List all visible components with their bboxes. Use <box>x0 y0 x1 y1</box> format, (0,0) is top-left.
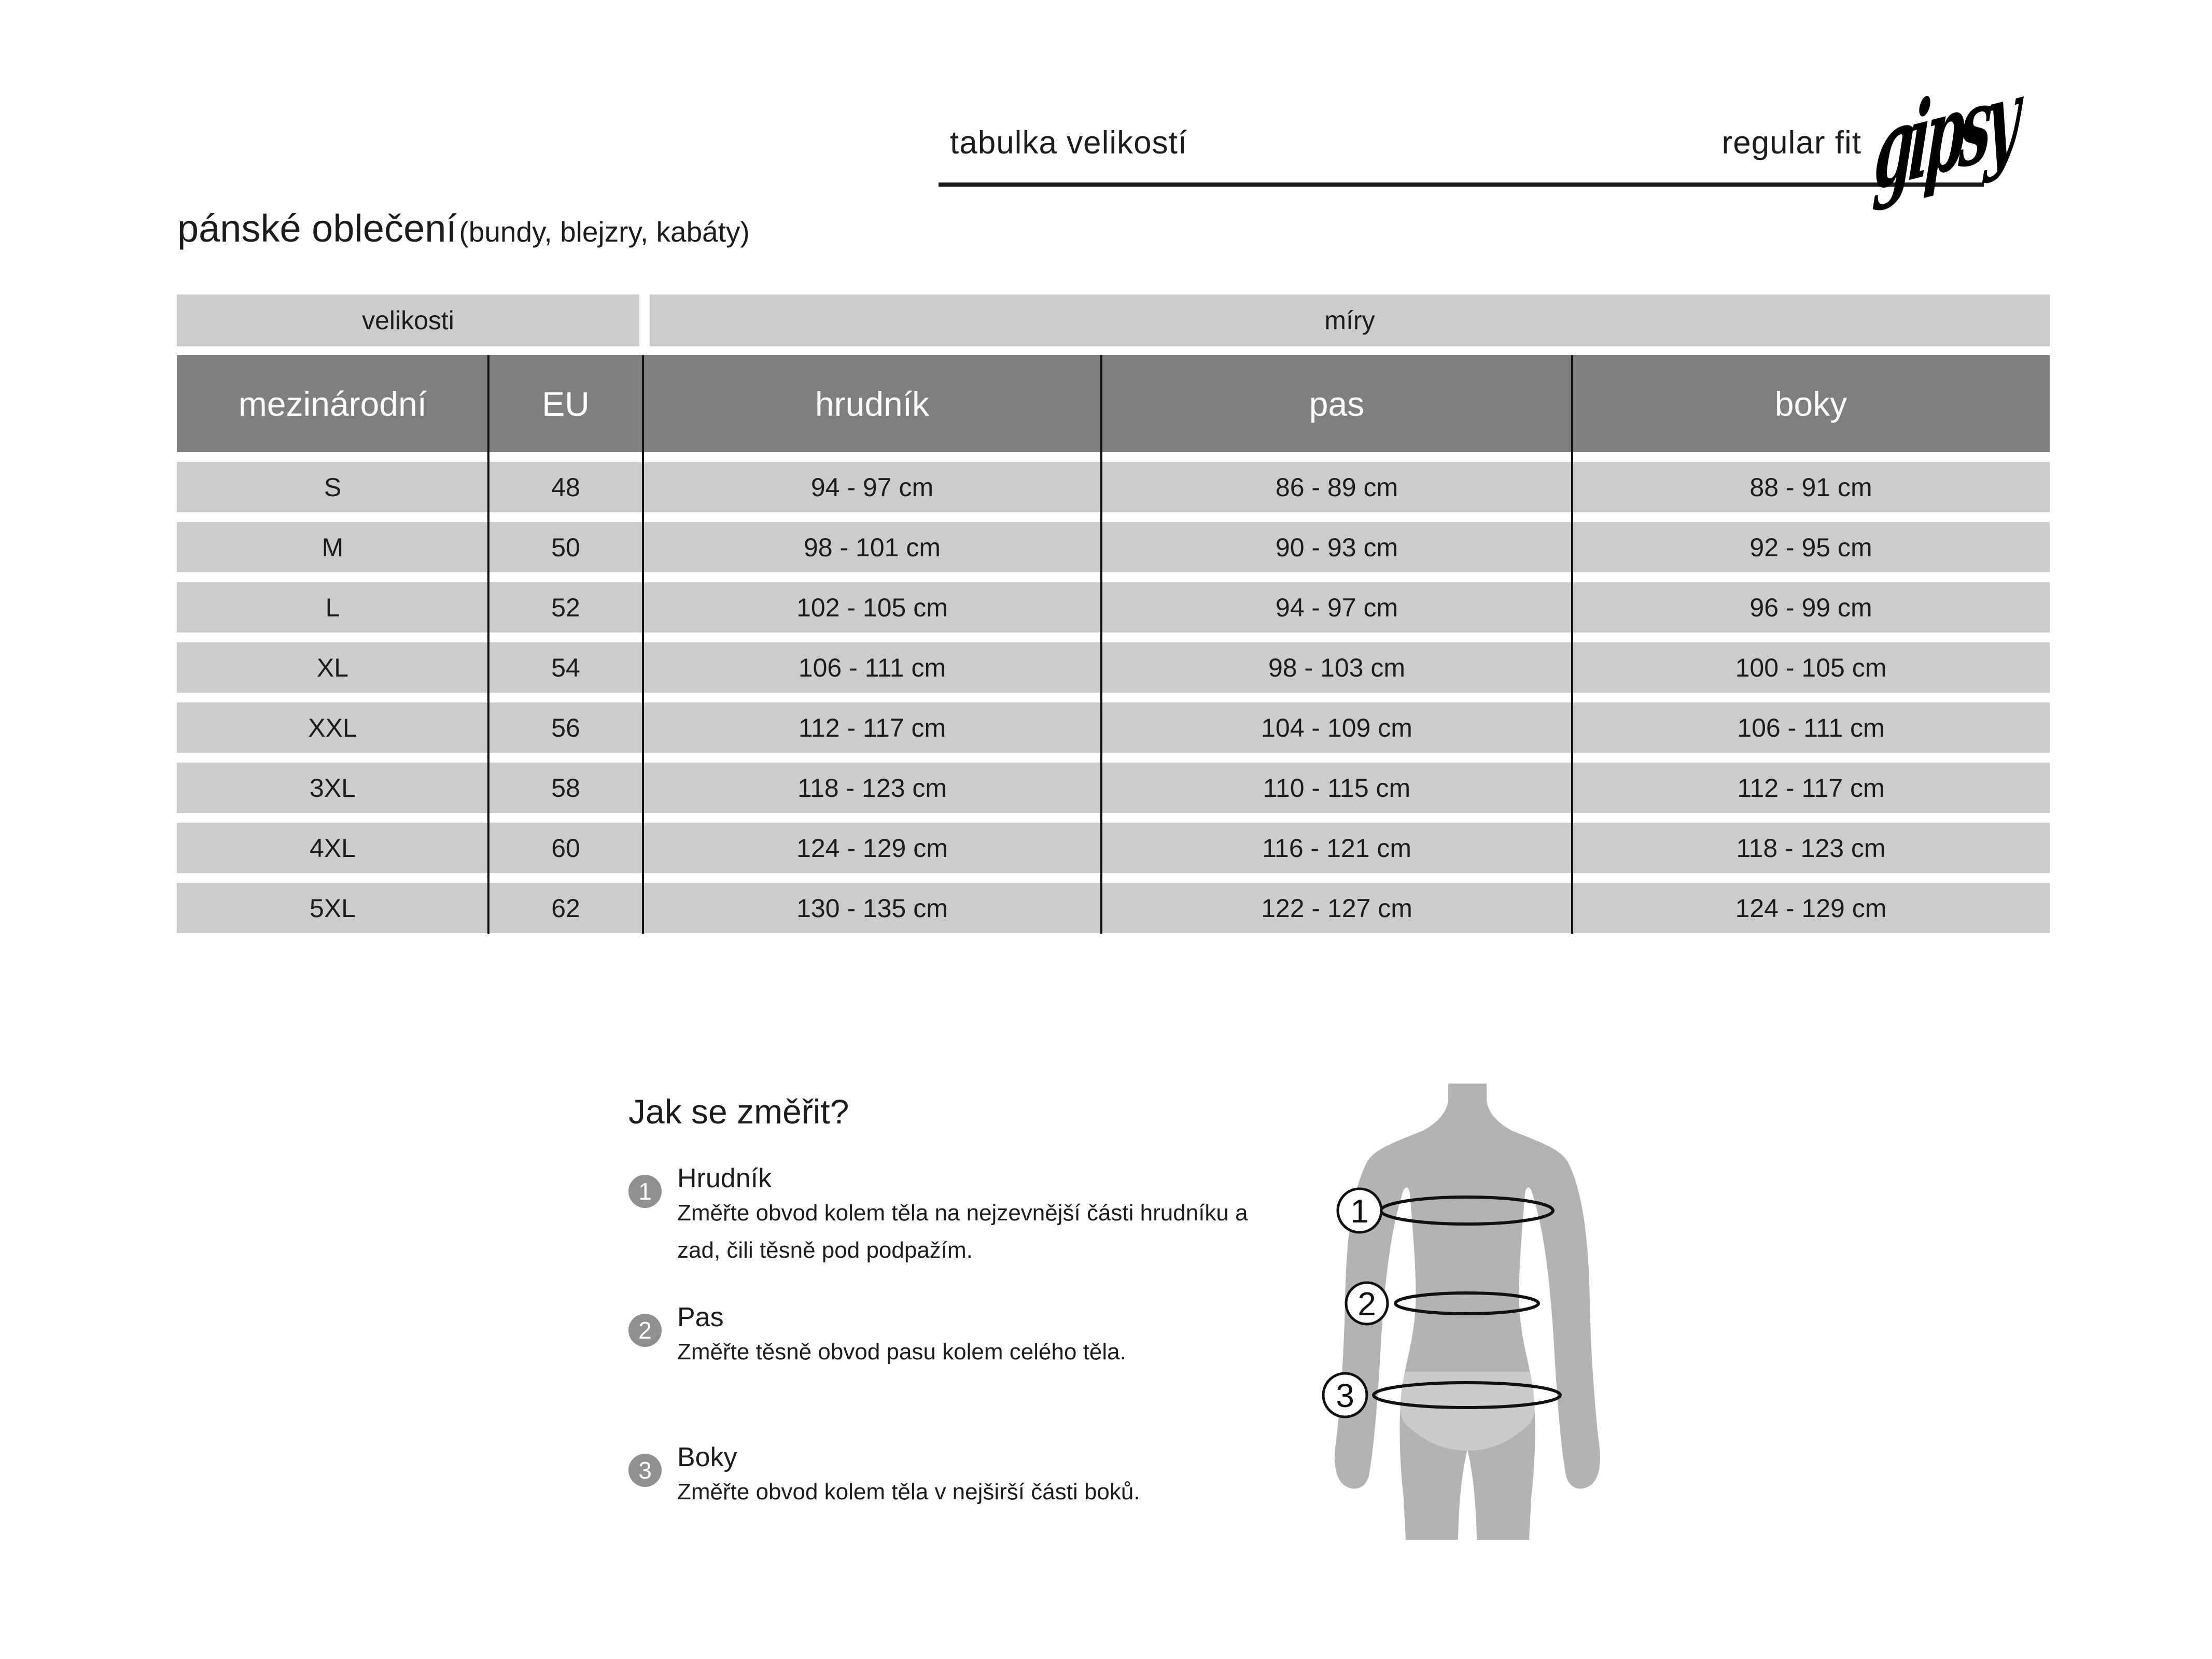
table-cell: 88 - 91 cm <box>1749 472 1872 502</box>
table-row <box>177 642 2050 693</box>
step-title: Hrudník <box>677 1163 772 1193</box>
header-divider <box>939 182 1984 187</box>
table-cell: 5XL <box>310 893 356 923</box>
column-header-hrudnik: hrudník <box>815 384 930 423</box>
page-title: tabulka velikostí <box>950 125 1188 161</box>
column-divider-line <box>487 355 489 934</box>
table-cell: 94 - 97 cm <box>810 472 934 502</box>
step-number-badge: 1 <box>628 1175 662 1208</box>
table-cell: 118 - 123 cm <box>797 773 947 803</box>
measure-step-waist <box>628 1302 1126 1371</box>
table-row <box>177 462 2050 512</box>
brand-logo-text: gipsy <box>1871 54 2018 215</box>
section-title-sub: (bundy, blejzry, kabáty) <box>459 216 750 248</box>
figure-marker-3 <box>1323 1373 1367 1417</box>
table-cell: 122 - 127 cm <box>1261 893 1412 923</box>
table-cell: XXL <box>308 713 357 742</box>
step-number-badge: 3 <box>628 1454 662 1487</box>
step-description: Změřte obvod kolem těla na nejzevnější části hrudníku a zad, čili těsně pod podpažím. <box>677 1200 1248 1263</box>
table-cell: 3XL <box>310 773 356 803</box>
table-cell: 4XL <box>310 833 356 863</box>
table-cell: 86 - 89 cm <box>1275 472 1398 502</box>
step-description: Změřte těsně obvod pasu kolem celého těla. <box>677 1339 1126 1365</box>
table-row <box>177 823 2050 873</box>
body-figure-illustration <box>1286 1084 1649 1540</box>
section-title-main: pánské oblečení <box>177 207 457 250</box>
table-cell: 60 <box>551 833 580 863</box>
step-body <box>677 1163 1253 1270</box>
svg-text:3: 3 <box>1336 1377 1354 1414</box>
table-cell: 118 - 123 cm <box>1736 833 1886 863</box>
table-cell: 94 - 97 cm <box>1275 593 1398 622</box>
table-cell: 124 - 129 cm <box>1735 893 1887 923</box>
table-row <box>177 763 2050 813</box>
table-cell: 96 - 99 cm <box>1749 593 1872 622</box>
column-header-mezinarodni: mezinárodní <box>238 384 427 423</box>
column-header-boky: boky <box>1774 384 1847 423</box>
step-body <box>677 1442 1140 1511</box>
table-row <box>177 582 2050 632</box>
column-header-eu: EU <box>542 384 590 423</box>
section-title <box>177 206 750 250</box>
column-divider-line <box>642 355 644 934</box>
table-cell: 104 - 109 cm <box>1261 713 1412 742</box>
column-divider-line <box>1100 355 1102 934</box>
table-row <box>177 522 2050 572</box>
fit-type-label: regular fit <box>1721 125 1861 161</box>
table-cell: 112 - 117 cm <box>798 713 946 742</box>
measure-step-hips <box>628 1442 1140 1511</box>
table-cell: 50 <box>551 532 580 562</box>
brand-logo <box>1851 31 2038 238</box>
table-cell: 90 - 93 cm <box>1275 532 1398 562</box>
column-divider-line <box>1571 355 1573 934</box>
table-row <box>177 883 2050 933</box>
step-title: Boky <box>677 1442 737 1472</box>
table-cell: 116 - 121 cm <box>1262 833 1412 863</box>
table-cell: 98 - 103 cm <box>1268 653 1405 682</box>
figure-marker-1 <box>1338 1189 1381 1232</box>
table-body <box>177 462 2050 933</box>
table-cell: 110 - 115 cm <box>1263 773 1411 803</box>
how-to-measure-title: Jak se změřit? <box>628 1092 849 1131</box>
step-title: Pas <box>677 1302 724 1332</box>
table-cell: 130 - 135 cm <box>796 893 948 923</box>
step-description: Změřte obvod kolem těla v nejširší části boků. <box>677 1479 1140 1505</box>
table-cell: 102 - 105 cm <box>796 593 948 622</box>
table-cell: 62 <box>551 893 580 923</box>
table-cell: 54 <box>551 653 580 682</box>
column-header-pas: pas <box>1309 384 1365 423</box>
group-header-miry: míry <box>650 294 2050 346</box>
table-cell: 106 - 111 cm <box>1737 713 1885 742</box>
table-group-header-row <box>177 294 2050 346</box>
table-cell: 106 - 111 cm <box>798 653 946 682</box>
figure-marker-2 <box>1346 1283 1388 1324</box>
measure-step-chest <box>628 1163 1253 1270</box>
svg-text:1: 1 <box>1350 1192 1369 1230</box>
group-header-velikosti: velikosti <box>177 294 639 346</box>
table-cell: 56 <box>551 713 580 742</box>
table-cell: XL <box>316 653 349 682</box>
size-table <box>177 294 2050 933</box>
table-cell: S <box>324 472 342 502</box>
table-cell: 112 - 117 cm <box>1737 773 1885 803</box>
table-cell: 98 - 101 cm <box>803 532 941 562</box>
svg-text:2: 2 <box>1357 1285 1376 1323</box>
table-cell: 58 <box>551 773 580 803</box>
table-cell: 92 - 95 cm <box>1749 532 1872 562</box>
table-cell: M <box>321 532 344 562</box>
table-cell: 52 <box>551 593 580 622</box>
table-row <box>177 702 2050 753</box>
table-cell: L <box>325 593 340 622</box>
table-cell: 48 <box>551 472 580 502</box>
table-header-row <box>177 355 2050 452</box>
table-cell: 124 - 129 cm <box>796 833 948 863</box>
step-body <box>677 1302 1126 1371</box>
table-cell: 100 - 105 cm <box>1735 653 1887 682</box>
step-number-badge: 2 <box>628 1314 662 1347</box>
